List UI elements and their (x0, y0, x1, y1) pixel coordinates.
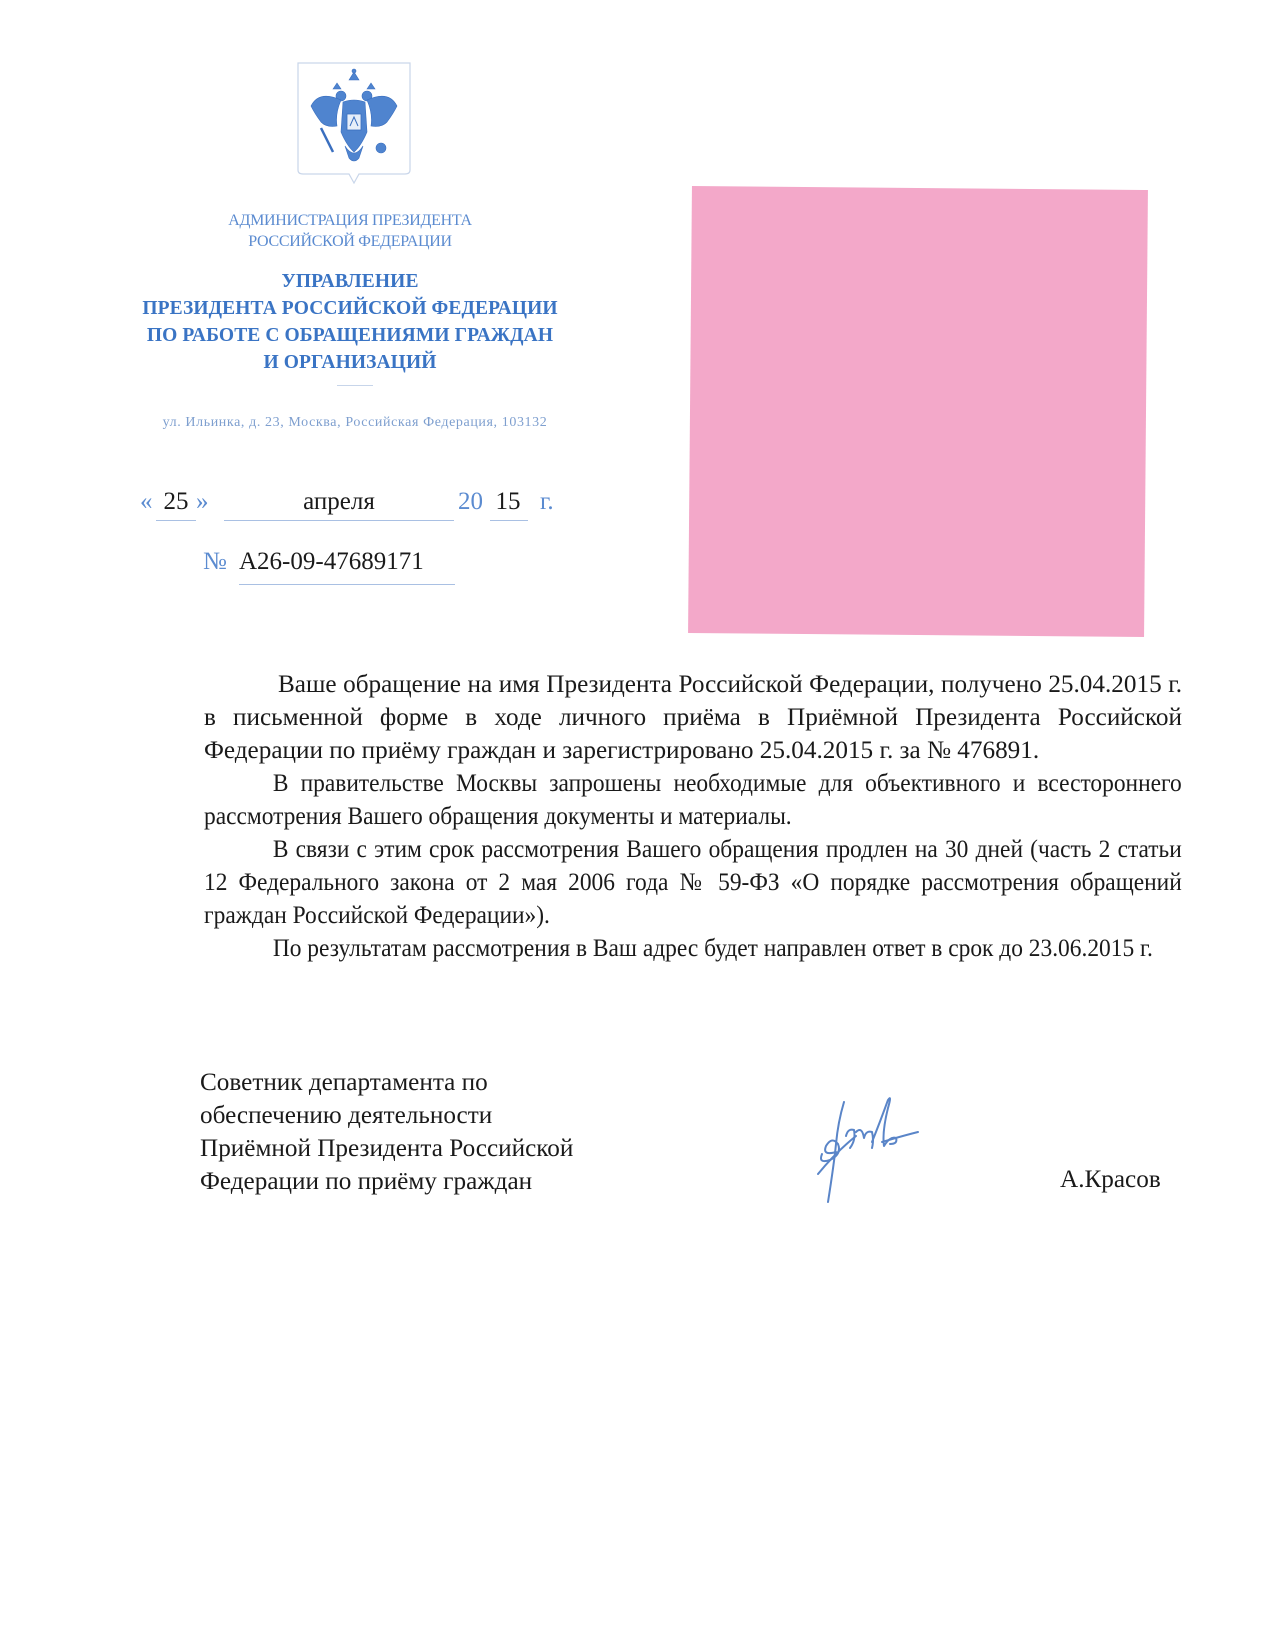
registration-number-value: А26-09-47689171 (239, 548, 424, 575)
date-day: 25 (163, 488, 189, 515)
signer-position-line: Приёмной Президента Российской (200, 1135, 574, 1162)
body-paragraph: Ваше обращение на имя Президента Российской Федерации, получено 25.04.2015 г. в письменной форме в ходе личного приёма в Приёмной Президента Российской Федерации по приёму граждан и зарегистрировано 25.04.2015 г. за № 476891. (204, 671, 1182, 764)
date-open-quote: « (140, 488, 153, 515)
date-year-underline (490, 520, 528, 521)
body-paragraph: По результатам рассмотрения в Ваш адрес будет направлен ответ в срок до 23.06.2015 г. (272, 935, 1153, 962)
body-paragraph: В правительстве Москвы запрошены необходимые для объективного и всестороннего рассмотрения Вашего обращения документы и материалы. (204, 770, 1182, 830)
redacted-addressee-block (688, 186, 1148, 637)
dept-title-line-1: УПРАВЛЕНИЕ (281, 271, 419, 292)
coat-of-arms-emblem (297, 62, 411, 184)
date-month: апреля (303, 488, 375, 515)
signer-position-line: Федерации по приёму граждан (200, 1168, 533, 1195)
handwritten-signature (816, 1092, 926, 1207)
emblem-graphic (297, 62, 411, 184)
document-date (140, 488, 600, 522)
dept-title-line-4: И ОРГАНИЗАЦИЙ (263, 352, 437, 373)
registration-number (203, 548, 463, 588)
signature-graphic (816, 1092, 926, 1207)
date-year-suffix: г. (540, 488, 554, 515)
signer-name: А.Красов (1060, 1166, 1161, 1193)
date-day-underline (156, 520, 196, 521)
date-year: 15 (495, 488, 521, 515)
dept-title-line-3: ПО РАБОТЕ С ОБРАЩЕНИЯМИ ГРАЖДАН (146, 325, 554, 346)
signer-position (200, 1066, 640, 1198)
registration-number-underline (239, 584, 455, 585)
date-close-quote: » (196, 488, 209, 515)
admin-title-line-2: РОССИЙСКОЙ ФЕДЕРАЦИИ (248, 233, 452, 250)
signer-position-line: обеспечению деятельности (200, 1102, 493, 1129)
letterhead-divider (337, 385, 373, 386)
number-sign: № (203, 548, 227, 575)
date-month-underline (224, 520, 454, 521)
letterhead-address: ул. Ильинка, д. 23, Москва, Российская Федерация, 103132 (162, 415, 548, 430)
signer-position-line: Советник департамента по (200, 1069, 488, 1096)
date-century: 20 (458, 488, 483, 515)
admin-title-line-1: АДМИНИСТРАЦИЯ ПРЕЗИДЕНТА (228, 212, 472, 229)
dept-title-line-2: ПРЕЗИДЕНТА РОССИЙСКОЙ ФЕДЕРАЦИИ (142, 298, 558, 319)
letter-body (204, 668, 1182, 965)
department-title (100, 268, 600, 376)
administration-title (150, 210, 550, 252)
body-paragraph: В связи с этим срок рассмотрения Вашего обращения продлен на 30 дней (часть 2 статьи 12 Федерального закона от 2 мая 2006 года № 59-ФЗ «О порядке рассмотрения обращений граждан Российской Федерации»). (204, 836, 1182, 929)
